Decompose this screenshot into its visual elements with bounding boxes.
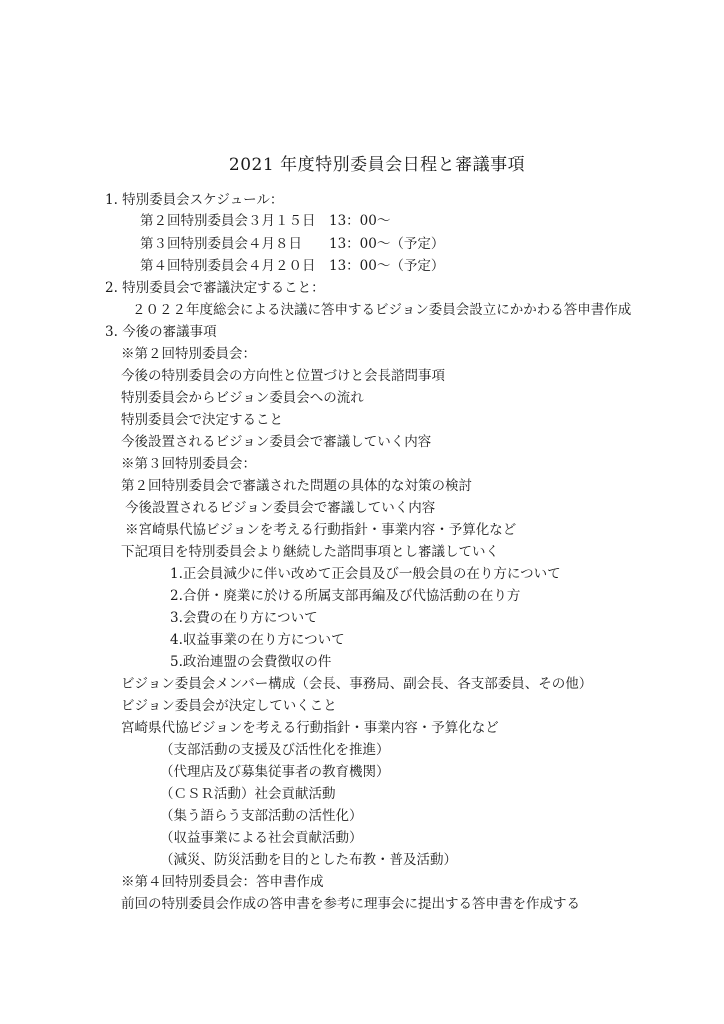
vision-item: （減災、防災活動を目的とした布教・普及活動） [160,852,457,868]
numbered-item: 2.合併・廃業に於ける所属支部再編及び代協活動の在り方 [170,588,521,604]
numbered-item: 4.収益事業の在り方について [170,632,345,648]
vision-item: （集う語らう支部活動の活性化） [160,808,363,824]
vision-item: （代理店及び募集従事者の教育機関） [160,764,390,780]
agenda-line: 今後の特別委員会の方向性と位置づけと会長諮問事項 [121,368,445,384]
agenda-line: 今後設置されるビジョン委員会で審議していく内容 [121,434,432,450]
numbered-item: 3.会費の在り方について [170,610,318,626]
section-1-heading: 1. 特別委員会スケジュール： [105,192,284,208]
schedule-line: 第３回特別委員会４月８日 13：00～（予定） [140,236,445,252]
numbered-item: 5.政治連盟の会費徴収の件 [170,654,332,670]
agenda-line: 前回の特別委員会作成の答申書を参考に理事会に提出する答申書を作成する [121,896,580,912]
agenda-line: 特別委員会で決定すること [121,412,283,428]
agenda-line: 第２回特別委員会で審議された問題の具体的な対策の検討 [121,478,472,494]
agenda-line: 特別委員会からビジョン委員会への流れ [121,390,364,406]
agenda-line: 下記項目を特別委員会より継続した諮問事項とし審議していく [121,544,499,560]
agenda-line: 今後設置されるビジョン委員会で審議していく内容 [125,500,436,516]
page-title: 2021 年度特別委員会日程と審議事項 [228,155,526,175]
vision-item: （収益事業による社会貢献活動） [160,830,363,846]
meeting-heading: ※第３回特別委員会： [121,456,256,472]
agenda-line: ビジョン委員会メンバー構成（会長、事務局、副会長、各支部委員、その他） [121,676,593,692]
schedule-line: 第４回特別委員会４月２０日 13：00～（予定） [140,258,445,274]
agenda-line: ※宮崎県代協ビジョンを考える行動指針・事業内容・予算化など [125,522,517,538]
decision-line: ２０２２年度総会による決議に答申するビジョン委員会設立にかかわる答申書作成 [132,302,632,318]
meeting-heading: ※第４回特別委員会：答申書作成 [121,874,324,890]
agenda-line: ビジョン委員会が決定していくこと [121,698,337,714]
section-3-heading: 3. 今後の審議事項 [105,324,217,340]
agenda-line: 宮崎県代協ビジョンを考える行動指針・事業内容・予算化など [121,720,499,736]
meeting-heading: ※第２回特別委員会： [121,346,256,362]
vision-item: （ＣＳＲ活動）社会貢献活動 [160,786,336,802]
section-2-heading: 2. 特別委員会で審議決定すること： [105,280,325,296]
vision-item: （支部活動の支援及び活性化を推進） [160,742,390,758]
schedule-line: 第２回特別委員会３月１５日 13：00～ [140,213,391,229]
numbered-item: 1.正会員減少に伴い改めて正会員及び一般会員の在り方について [170,566,561,582]
